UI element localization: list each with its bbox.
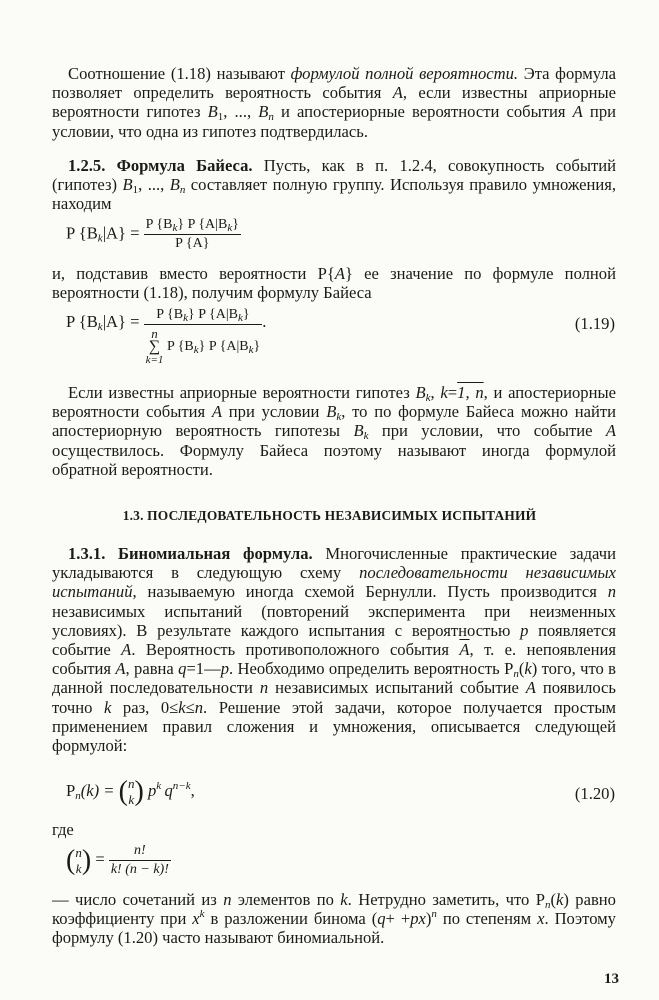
- equation-number-1-20: (1.20): [574, 784, 615, 803]
- formula-binomial: $P_n(k)$ = ( n k ) $p^k$ $q^{n-k}$,: [66, 776, 195, 807]
- formula-combinations: ( n k ) = $\frac{n!}{k! (n - k)!}$: [66, 843, 169, 877]
- equation-number-1-19: (1.19): [574, 314, 615, 333]
- where-label: где: [52, 820, 74, 839]
- formula-conditional-probability: P $\{B_k|A\}$ = $\frac{P \{B_k\} P \{A|B_k\}}{P \{A\}}$: [66, 217, 239, 251]
- paragraph-combinations-note: — число сочетаний из n элементов по k. Нетрудно заметить, что $P_n(k)$ равно коэффициенту при $x^k$ в разложении бинома $(q+ +px)^n$ по степеням x. Поэтому формулу (1.20) часто называют биномиальной.: [52, 890, 616, 948]
- page-number: 13: [604, 971, 619, 987]
- paragraph-substitution: и, подставив вместо вероятности P{A} ее значение по формуле полной вероятности (1.18), получим формулу Байеса: [52, 264, 616, 303]
- section-heading: 1.3. ПОСЛЕДОВАТЕЛЬНОСТЬ НЕЗАВИСИМЫХ ИСПЫТАНИЙ: [122, 508, 537, 523]
- paragraph-total-probability: Соотношение (1.18) называют формулой полной вероятности. Эта формула позволяет определить вероятность события A, если известны априорные вероятности гипотез $B_1$, ..., $B_n$ и апостериорные вероятности события A при условии, что одна из гипотез подтвердилась.: [52, 64, 617, 141]
- formula-bayes: P $\{B_k|A\}$ = P $\{B_k\}$ P $\{A|B_k\}$ n ∑ k=1 P $\{B_k\}$ P $\{A|B_k\}$ .: [66, 307, 267, 366]
- paragraph-bayes-meaning: Если известны априорные вероятности гипотез $B_k$, k=1, n, и апостериорные вероятности события A при условии $B_k$, то по формуле Байеса можно найти апостериорную вероятность гипотезы $B_k$ при условии, что событие A осуществилось. Формулу Байеса поэтому называют иногда формулой обратной вероятности.: [52, 383, 617, 479]
- paragraph-binomial-formula: 1.3.1. Биномиальная формула. Многочисленные практические задачи укладываются в следующую схему последовательности независимых испытаний, называемую иногда схемой Бернулли. Пусть производится n независимых испытаний (повторений эксперимента при неизменных условиях). В результате каждого испытания с вероятностью p появляется событие A. Вероятность противоположного события $\overline{A}$, т. е. непоявления события A, равна q=1—p. Необходимо определить вероятность $P_n(k)$ того, что в данной последовательности n независимых испытаний событие A появилось точно k раз, 0≤k≤n. Решение этой задачи, которое получается простым применением правил сложения и умножения, описывается следующей формулой:: [52, 544, 616, 756]
- paragraph-bayes-intro: 1.2.5. Формула Байеса. Пусть, как в п. 1.2.4, совокупность событий (гипотез) $B_1$, ..., $B_n$ составляет полную группу. Используя правило умножения, находим: [52, 156, 616, 214]
